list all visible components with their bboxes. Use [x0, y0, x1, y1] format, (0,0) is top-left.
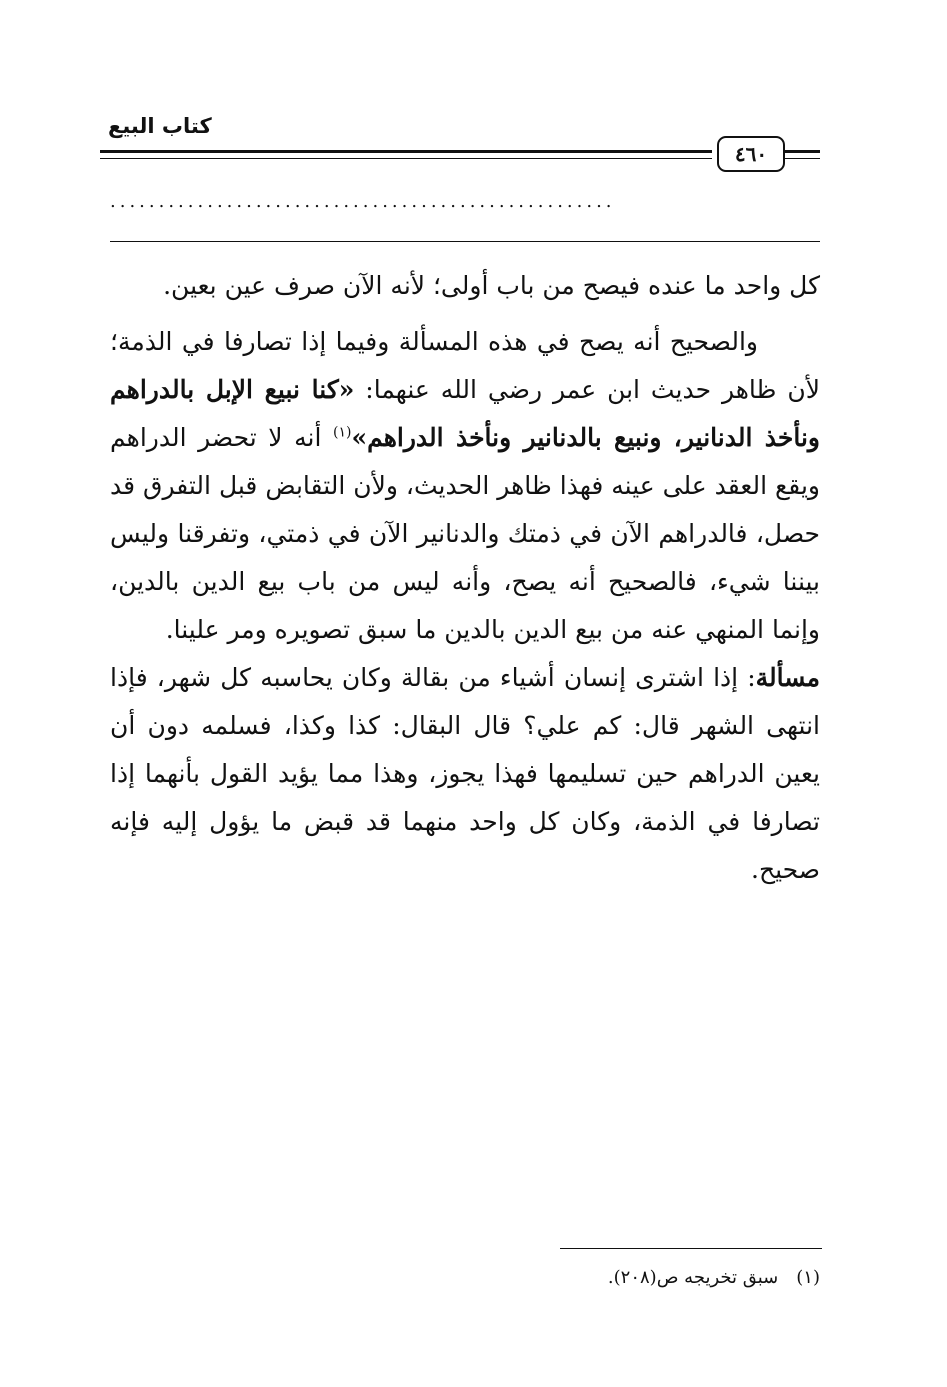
paragraph-2-body: أنه لا تحضر الدراهم ويقع العقد على عينه فهذا ظاهر الحديث، ولأن التقابض قبل التفرق قد حصل، فالدراهم الآن في ذمتك والدنانير الآن في ذمتي، وتفرقنا وليس بيننا شيء، فالصحيح أنه يصح، وأنه ليس من باب بيع الدين بالدين، وإنما المنهي عنه من بيع الدين بالدين ما سبق تصويره ومر علينا. [110, 423, 820, 644]
footnote-rule [560, 1248, 822, 1249]
paragraph-1: كل واحد ما عنده فيصح من باب أولى؛ لأنه الآن صرف عين بعين. [163, 271, 820, 300]
page-header [100, 110, 820, 170]
book-title: كتاب البيع [108, 114, 212, 138]
page-number: ٤٦٠ [717, 136, 785, 172]
paragraph-2 [110, 318, 820, 654]
paragraph-3 [110, 654, 820, 894]
footnote-reference[interactable]: (١) [333, 424, 352, 441]
footnote [400, 1265, 820, 1291]
header-rule-left [100, 150, 712, 159]
section-rule [110, 241, 820, 242]
issue-label: مسألة [755, 663, 820, 692]
dotted-separator: .................................................... [110, 192, 616, 212]
footnote-number: (١) [796, 1267, 820, 1288]
paragraph-3-body: : إذا اشترى إنسان أشياء من بقالة وكان يحاسبه كل شهر، فإذا انتهى الشهر قال: كم علي؟ قال البقال: كذا وكذا، فسلمه دون أن يعين الدراهم حين تسليمها فهذا يجوز، وهذا مما يؤيد القول بأنهما إذا تصارفا في الذمة، وكان كل واحد منهما قد قبض ما يؤول إليه فإنه صحيح. [110, 663, 820, 884]
footnote-text: سبق تخريجه ص(٢٠٨). [607, 1267, 779, 1288]
hadith-quote: «كنا نبيع الإبل بالدراهم ونأخذ الدنانير، ونبيع بالدنانير ونأخذ الدراهم» [110, 375, 820, 452]
header-rule-right [785, 150, 820, 159]
main-text [110, 262, 820, 894]
paragraph-2-intro: والصحيح أنه يصح في هذه المسألة وفيما إذا تصارفا في الذمة؛ لأن ظاهر حديث ابن عمر رضي الله عنهما: [110, 327, 820, 404]
